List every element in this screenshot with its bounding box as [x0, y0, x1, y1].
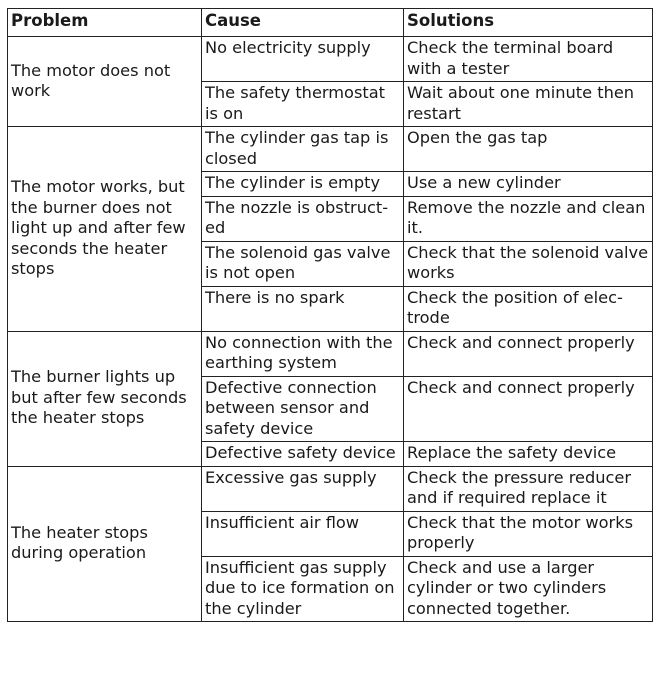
cause-cell: No connection with the earthing system [202, 331, 404, 376]
solution-cell: Check that the motor works properly [404, 511, 653, 556]
header-cause: Cause [202, 9, 404, 37]
table-row [8, 331, 653, 376]
solution-cell: Check the pressure reducer and if required replace it [404, 466, 653, 511]
cause-cell: Defective connection between sensor and safety device [202, 376, 404, 442]
cause-cell: The cylinder is empty [202, 172, 404, 197]
problem-cell: The burner lights up but after few seconds the heater stops [8, 331, 202, 466]
header-problem: Problem [8, 9, 202, 37]
problem-cell: The motor works, but the burner does not light up and after few seconds the heater stops [8, 127, 202, 332]
solution-cell: Replace the safety device [404, 442, 653, 467]
problem-cell: The motor does not work [8, 37, 202, 127]
cause-cell: Insufficient air flow [202, 511, 404, 556]
cause-cell: Defective safety device [202, 442, 404, 467]
problem-cell: The heater stops during operation [8, 466, 202, 622]
cause-cell: The safety thermostat is on [202, 82, 404, 127]
solution-cell: Check and connect properly [404, 331, 653, 376]
cause-cell: Excessive gas supply [202, 466, 404, 511]
solution-cell: Remove the nozzle and clean it. [404, 196, 653, 241]
cause-cell: Insufficient gas supply due to ice formation on the cylinder [202, 556, 404, 622]
table-row [8, 37, 653, 82]
solution-cell: Check that the solenoid valve works [404, 241, 653, 286]
solution-cell: Use a new cylinder [404, 172, 653, 197]
solution-cell: Check and use a larger cylinder or two cylinders connected together. [404, 556, 653, 622]
solution-cell: Wait about one minute then restart [404, 82, 653, 127]
table-row [8, 127, 653, 172]
cause-cell: The solenoid gas valve is not open [202, 241, 404, 286]
troubleshooting-table [7, 8, 653, 622]
cause-cell: No electricity supply [202, 37, 404, 82]
solution-cell: Check the position of elec-trode [404, 286, 653, 331]
table-row [8, 466, 653, 511]
cause-cell: The nozzle is obstruct-ed [202, 196, 404, 241]
solution-cell: Check the terminal board with a tester [404, 37, 653, 82]
header-row [8, 9, 653, 37]
cause-cell: There is no spark [202, 286, 404, 331]
solution-cell: Open the gas tap [404, 127, 653, 172]
cause-cell: The cylinder gas tap is closed [202, 127, 404, 172]
header-solutions: Solutions [404, 9, 653, 37]
solution-cell: Check and connect properly [404, 376, 653, 442]
